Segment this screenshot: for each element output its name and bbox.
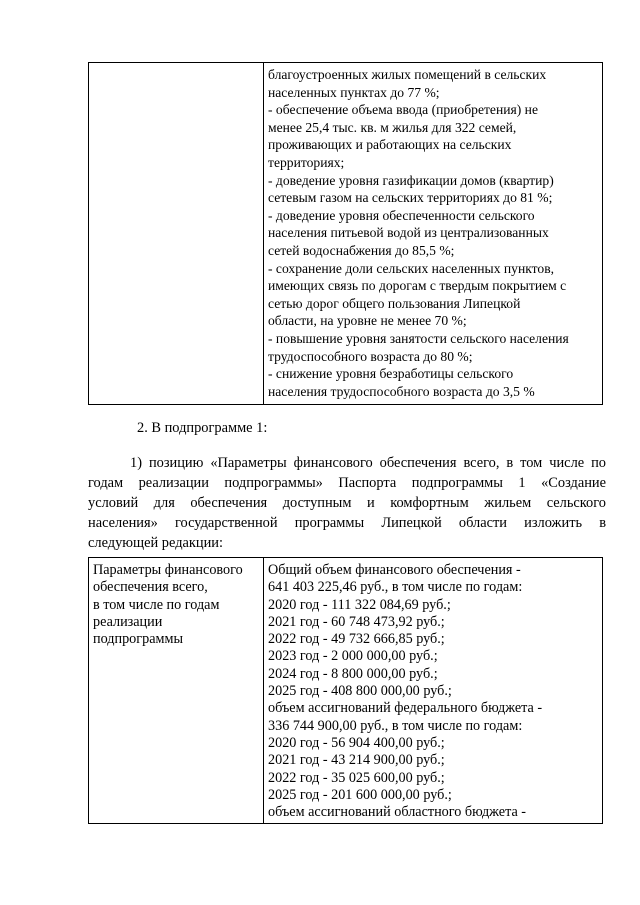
financing-table <box>88 557 603 824</box>
table-row <box>89 558 603 824</box>
text-line: объем ассигнований федерального бюджета - <box>268 700 543 717</box>
text-line: Параметры финансового <box>93 562 243 578</box>
section-heading-item-2: 2. В подпрограмме 1: <box>137 420 268 436</box>
text-line: 2025 год - 201 600 000,00 руб.; <box>268 786 452 803</box>
text-line: 2021 год - 60 748 473,92 руб.; <box>268 613 445 630</box>
paragraph-item-1 <box>88 453 606 553</box>
text-line: 2021 год - 43 214 900,00 руб.; <box>268 752 445 769</box>
text-line: области, на уровне не менее 70 %; <box>268 313 467 329</box>
text-line: - доведение уровня обеспеченности сельского <box>268 207 535 223</box>
text-line: населения трудоспособного возраста до 3,5 % <box>268 383 535 399</box>
text-line: обеспечения всего, <box>93 579 208 596</box>
text-line: 2024 год - 8 800 000,00 руб.; <box>268 665 438 682</box>
text-line: благоустроенных жилых помещений в сельских <box>268 67 547 82</box>
table-row <box>89 63 603 405</box>
text-line: 2025 год - 408 800 000,00 руб.; <box>268 683 452 700</box>
text-line: имеющих связь по дорогам с твердым покрытием с <box>268 278 567 294</box>
text-line: сетевым газом на сельских территориях до 81 %; <box>268 190 553 206</box>
text-line: 641 403 225,46 руб., в том числе по годам: <box>268 579 523 596</box>
text-line: - снижение уровня безработицы сельского <box>268 366 514 382</box>
text-line: населения» государственной программы Липецкой области изложить в <box>88 515 606 531</box>
text-line: трудоспособного возраста до 80 %; <box>268 348 473 364</box>
table-cell-right <box>264 63 603 405</box>
text-line: менее 25,4 тыс. кв. м жилья для 322 семей, <box>268 119 517 135</box>
text-line: годам реализации подпрограммы» Паспорта подпрограммы 1 «Создание <box>88 475 606 491</box>
text-line: 1) позицию «Параметры финансового обеспечения всего, в том числе по <box>130 455 606 471</box>
goals-table <box>88 62 603 405</box>
text-line: реализации <box>93 613 163 630</box>
text-line: в том числе по годам <box>93 596 220 613</box>
text-line: 2020 год - 111 322 084,69 руб.; <box>268 596 451 613</box>
text-line: - сохранение доли сельских населенных пунктов, <box>268 260 555 276</box>
text-line: 336 744 900,00 руб., в том числе по годам: <box>268 717 523 734</box>
text-line: следующей редакции: <box>88 535 223 551</box>
text-line: подпрограммы <box>93 631 183 648</box>
text-line: - повышение уровня занятости сельского населения <box>268 330 569 346</box>
text-line: 2022 год - 35 025 600,00 руб.; <box>268 769 445 786</box>
text-line: объем ассигнований областного бюджета - <box>268 804 527 821</box>
table-cell-left <box>89 558 264 824</box>
text-line: населенных пунктах до 77 %; <box>268 84 440 100</box>
text-line: - доведение уровня газификации домов (квартир) <box>268 172 554 188</box>
text-line: - обеспечение объема ввода (приобретения) не <box>268 102 538 118</box>
text-line: 2023 год - 2 000 000,00 руб.; <box>268 648 438 665</box>
table-cell-right <box>264 558 603 824</box>
text-line: 2020 год - 56 904 400,00 руб.; <box>268 734 445 751</box>
text-line: условий для обеспечения доступным и комфортным жильем сельского <box>88 495 606 511</box>
text-line: сетью дорог общего пользования Липецкой <box>268 295 521 311</box>
text-line: Общий объем финансового обеспечения - <box>268 562 521 578</box>
table-cell-left <box>89 63 264 405</box>
text-line: сетей водоснабжения до 85,5 %; <box>268 242 455 258</box>
text-line: 2022 год - 49 732 666,85 руб.; <box>268 631 445 648</box>
text-line: территориях; <box>268 154 345 170</box>
text-line: населения питьевой водой из централизованных <box>268 225 549 241</box>
text-line: проживающих и работающих на сельских <box>268 137 512 153</box>
